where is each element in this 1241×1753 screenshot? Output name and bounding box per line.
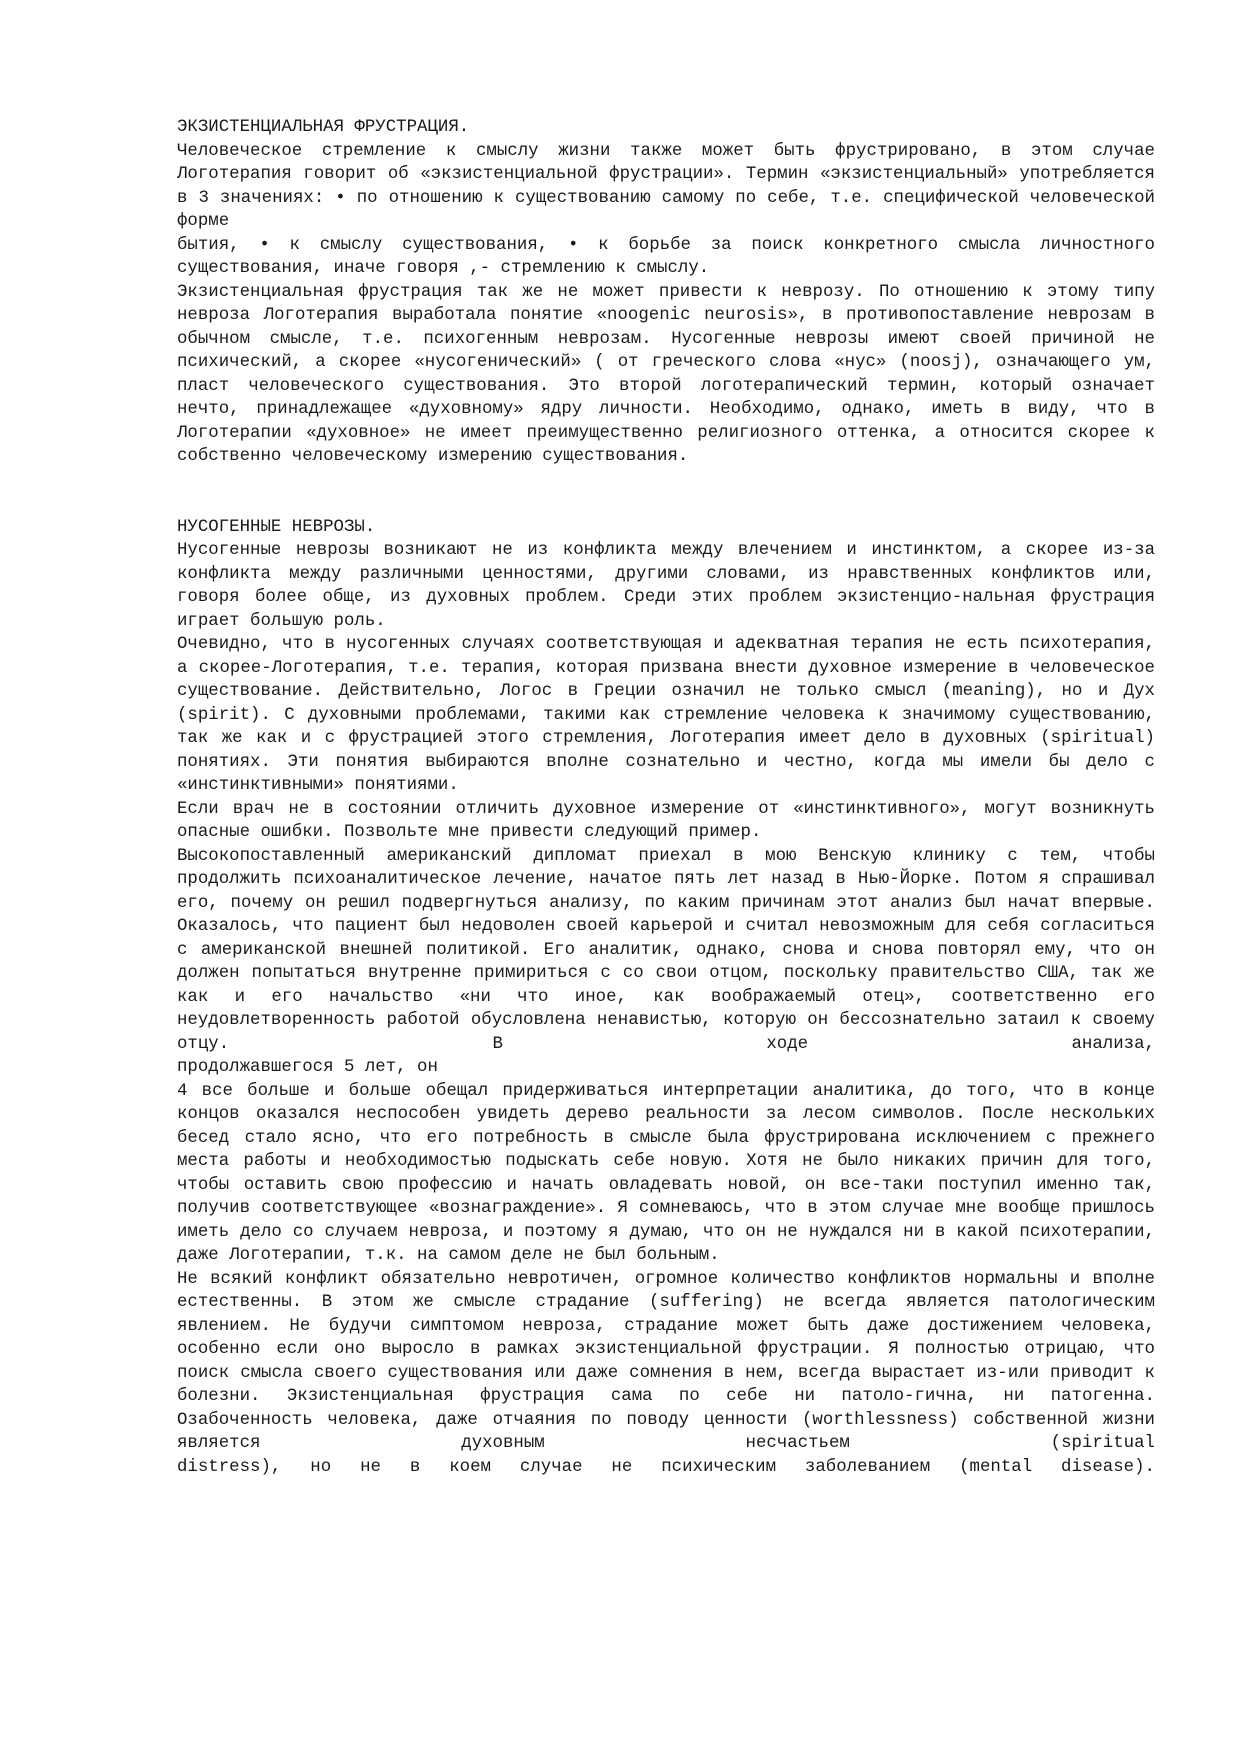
paragraph: Не всякий конфликт обязательно невротичен, огромное количество конфликтов нормальны и вполне естественны. В этом же смысле страдание (suffering) не всегда является патологическим явлением. Не будучи симптомом невроза, страдание может быть даже достижением человека, особенно если оно выросло в рамках экзистенциальной фрустрации. Я полностью отрицаю, что поиск смысла своего существования или даже сомнения в нем, всегда вырастает из-или приводит к болезни. Экзистенциальная фрустрация сама по себе ни патоло-гична, ни патогенна. Озабоченность человека, даже отчаяния по поводу ценности (worthlessness) собственной жизни является духовным несчастьем (spiritual [177,1269,1155,1453]
paragraph: продолжавшегося 5 лет, он [177,1058,438,1077]
document-page [177,116,1155,1479]
paragraph: Экзистенциальная фрустрация так же не может привести к неврозу. По отношению к этому типу невроза Логотерапия выработала понятие «noogenic neurosis», в противопоставление неврозам в обычном смысле, т.е. психогенным неврозам. Нусогенные неврозы имеют своей причиной не психический, а скорее «нусогенический» ( от греческого слова «нус» (noosj), означающего ум, пласт человеческого существования. Это второй логотерапический термин, который означает нечто, принадлежащее «духовному» ядру личности. Необходимо, однако, иметь в виду, что в Логотерапии «духовное» не имеет преимущественно религиозного оттенка, а относится скорее к собственно человеческому измерению существования. [177,282,1155,466]
paragraph-last-line: distress), но не в коем случае не психическим заболеванием (mental disease). [177,1457,1155,1477]
paragraph: 4 все больше и больше обещал придерживаться интерпретации аналитика, до того, что в конце концов оказался неспособен увидеть дерево реальности за лесом символов. После нескольких бесед стало ясно, что его потребность в смысле была фрустрирована исключением с прежнего места работы и необходимостью подыскать себе новую. Хотя не было никаких причин для того, чтобы оставить свою профессию и начать овладевать новой, он все-таки поступил именно так, получив соответствующее «вознаграждение». Я сомневаюсь, что в этом случае мне вообще пришлось иметь дело со случаем невроза, и поэтому я думаю, что он не нуждался ни в какой психотерапии, даже Логотерапии, т.к. на самом деле не был больным. [177,1081,1155,1265]
section-title-noogenic-neuroses: НУСОГЕННЫЕ НЕВРОЗЫ. [177,517,376,537]
section-spacer [177,469,1155,516]
section-title-existential-frustration: ЭКЗИСТЕНЦИАЛЬНАЯ ФРУСТРАЦИЯ. [177,118,470,137]
paragraph: Высокопоставленный американский дипломат приехал в мою Венскую клинику с тем, чтобы продолжить психоаналитическое лечение, начатое пять лет назад в Нью-Йорке. Потом я спрашивал его, почему он решил подвергнуться анализу, по каким причинам этот анализ был начат впервые. Оказалось, что пациент был недоволен своей карьерой и считал невозможным для себя согласиться с американской внешней политикой. Его аналитик, однако, снова и снова повторял ему, что он должен попытаться внутренне примириться с со свои отцом, поскольку правительство США, так же как и его начальство «ни что иное, как воображаемый отец», соответственно его неудовлетворенность работой обусловлена ненавистью, которую он бессознательно затаил к своему отцу. В ходе анализа, [177,846,1155,1054]
paragraph: Человеческое стремление к смыслу жизни также может быть фрустрировано, в этом случае Логотерапия говорит об «экзистенциальной фрустрации». Термин «экзистенциальный» употребляется в 3 значениях: • по отношению к существованию самому по себе, т.е. специфической человеческой форме [177,141,1155,231]
paragraph: бытия, • к смыслу существования, • к борьбе за поиск конкретного смысла личностного существования, иначе говоря ,- стремлению к смыслу. [177,235,1155,278]
paragraph: Очевидно, что в нусогенных случаях соответствующая и адекватная терапия не есть психотерапия, а скорее-Логотерапия, т.е. терапия, которая призвана внести духовное измерение в человеческое существование. Действительно, Логос в Греции означил не только смысл (meaning), но и Дух (spirit). С духовными проблемами, такими как стремление человека к значимому существованию, так же как и с фрустрацией этого стремления, Логотерапия имеет дело в духовных (spiritual) понятиях. Эти понятия выбираются вполне сознательно и честно, когда мы имели бы дело с «инстинктивными» понятиями. [177,635,1155,795]
paragraph: Нусогенные неврозы возникают не из конфликта между влечением и инстинктом, а скорее из-за конфликта между различными ценностями, другими словами, из нравственных конфликтов или, говоря более обще, из духовных проблем. Среди этих проблем экзистенцио-нальная фрустрация играет большую роль. [177,541,1155,631]
paragraph: Если врач не в состоянии отличить духовное измерение от «инстинктивного», могут возникнуть опасные ошибки. Позвольте мне привести следующий пример. [177,799,1155,842]
